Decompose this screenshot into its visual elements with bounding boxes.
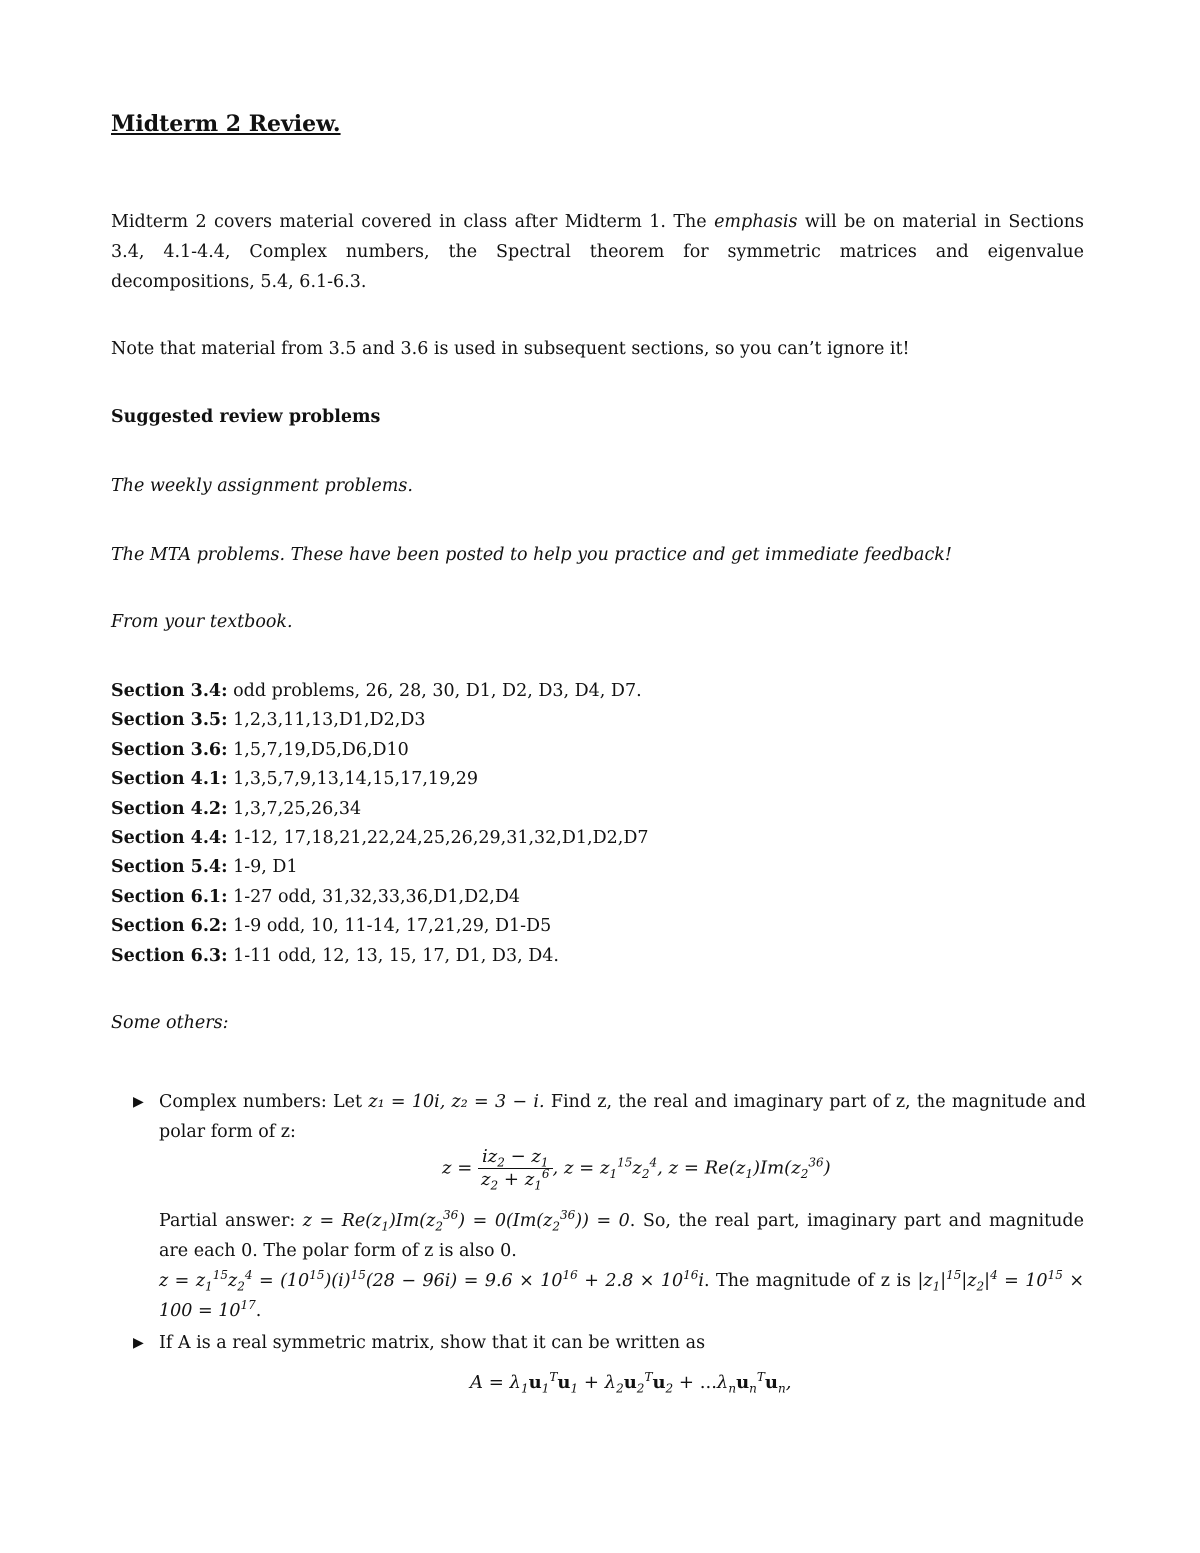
section-problems: 1-9, D1 — [227, 857, 298, 878]
section-label: Section 5.4: — [111, 857, 228, 878]
bullet2-lead: If A is a real symmetric matrix, show that it can be written as — [159, 1333, 706, 1353]
partial-label: Partial answer: — [159, 1211, 303, 1231]
section-label: Section 4.4: — [111, 827, 228, 848]
triangle-bullet-icon: ▶ — [133, 1335, 144, 1351]
section-label: Section 6.3: — [111, 945, 228, 966]
section-problems: odd problems, 26, 28, 30, D1, D2, D3, D4, D7. — [227, 681, 642, 701]
some-others-line: Some others: — [111, 1013, 229, 1033]
section-row — [111, 883, 649, 912]
bullet-item-complex — [133, 1087, 1086, 1147]
section-label: Section 6.2: — [111, 916, 228, 937]
note-paragraph: Note that material from 3.5 and 3.6 is used in subsequent sections, so you can’t ignore it! — [111, 339, 910, 359]
section-row — [111, 795, 649, 824]
section-label: Section 3.4: — [111, 681, 228, 701]
section-problems: 1,3,5,7,9,13,14,15,17,19,29 — [227, 769, 479, 790]
suggested-heading: Suggested review problems — [111, 407, 381, 427]
section-problems: 1,2,3,11,13,D1,D2,D3 — [227, 710, 426, 731]
page-title: Midterm 2 Review. — [111, 111, 341, 137]
section-label: Section 3.6: — [111, 739, 228, 760]
mta-line: The MTA problems. These have been posted to help you practice and get immediate feedback! — [111, 545, 952, 565]
bullet-item-symmetric — [133, 1328, 1086, 1358]
section-row — [111, 765, 649, 794]
bullet1-lead: Complex numbers: Let — [159, 1092, 369, 1112]
magnitude-text: . The magnitude of z is — [704, 1271, 918, 1291]
bullet-text — [159, 1087, 1086, 1147]
display-equation-spectral: $A = \lambda_1u_1^Tu_1 + \lambda_2u_2^Tu_2 + ...\lambda_nu_n^Tu_n$, — [470, 1370, 792, 1396]
section-problems: 1-11 odd, 12, 13, 15, 17, D1, D3, D4. — [227, 945, 559, 966]
partial-answer: Partial answer: $z = Re(z_1)Im(z_2^{36}) = 0(Im(z_2^{36})) = 0$. So, the real part, imaginary part and magnitude are each 0. The polar form of z is also 0. $z = z_1^{15}z_2^4 = (10^{15})(i)^{15}(28 - 96i) = 9.6 \times 10^{16} + 2.8 \times 10^{16}i$. The magnitude of z is $|z_1|^{15}|z_2|^4 = 10^{15} \times 100 = 10^{17}$. — [159, 1208, 1084, 1321]
section-row — [111, 912, 649, 941]
bullet1-given: z₁ = 10i, z₂ = 3 − i. — [368, 1092, 545, 1112]
section-problems: 1,5,7,19,D5,D6,D10 — [227, 739, 409, 760]
weekly-line: The weekly assignment problems. — [111, 476, 413, 496]
intro-text-1: Midterm 2 covers material covered in class after Midterm 1. The — [111, 212, 715, 232]
partial-rest: . So, the real part, imaginary part and magnitude are each 0. The polar form of z is also 0. — [159, 1211, 1084, 1261]
section-label: Section 6.1: — [111, 886, 228, 907]
section-row — [111, 824, 649, 853]
bullet-list — [133, 1087, 1086, 1147]
textbook-line: From your textbook. — [111, 612, 293, 632]
intro-text-2: will be on material in Sections 3.4, 4.1-4.4, Complex numbers, the Spectral theorem for symmetric matrices and eigenvalue decompositions, 5.4, 6.1-6.3. — [111, 212, 1084, 292]
section-row — [111, 853, 649, 882]
section-problems: 1-12, 17,18,21,22,24,25,26,29,31,32,D1,D2,D7 — [227, 827, 649, 848]
section-label: Section 3.5: — [111, 710, 228, 731]
section-label: Section 4.2: — [111, 798, 228, 819]
sections-list — [111, 677, 649, 971]
section-row — [111, 736, 649, 765]
section-row — [111, 677, 649, 706]
section-problems: 1-27 odd, 31,32,33,36,D1,D2,D4 — [227, 886, 521, 907]
intro-emphasis: emphasis — [714, 212, 798, 232]
bullet1-rest: Find z, the real and imaginary part of z, the magnitude and polar form of z: — [159, 1092, 1086, 1142]
fraction: $\frac{iz_2 - z_1}{z_2 + z_1^6}$ — [478, 1146, 552, 1191]
section-row — [111, 942, 649, 971]
section-row — [111, 706, 649, 735]
triangle-bullet-icon: ▶ — [133, 1094, 144, 1110]
section-problems: 1-9 odd, 10, 11-14, 17,21,29, D1-D5 — [227, 916, 552, 937]
intro-paragraph — [111, 207, 1084, 297]
display-equation-z: z = $\frac{iz_2 - z_1}{z_2 + z_1^6}$ , $z = z_1^{15}z_2^4$, $z = Re(z_1)Im(z_2^{36})$ — [442, 1146, 831, 1193]
section-label: Section 4.1: — [111, 769, 228, 790]
section-problems: 1,3,7,25,26,34 — [227, 798, 362, 819]
